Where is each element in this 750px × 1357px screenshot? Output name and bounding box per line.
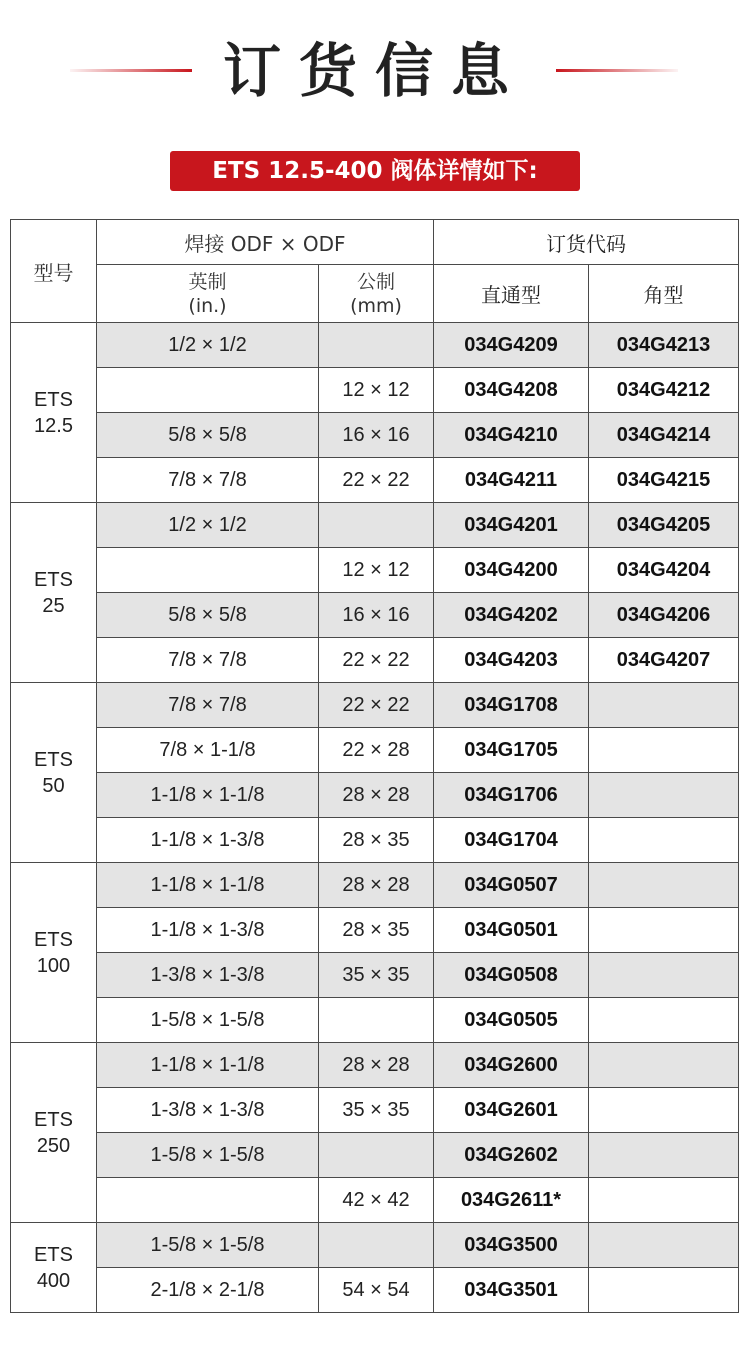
straight-code-cell: 034G4208 bbox=[434, 368, 589, 413]
angle-code-cell: 034G4205 bbox=[589, 503, 739, 548]
straight-code-cell: 034G4211 bbox=[434, 458, 589, 503]
straight-code-cell: 034G2600 bbox=[434, 1043, 589, 1088]
metric-size-cell: 12 × 12 bbox=[319, 368, 434, 413]
angle-code-cell bbox=[589, 1223, 739, 1268]
header-weld: 焊接 ODF × ODF bbox=[97, 220, 434, 265]
imperial-size-cell: 1-5/8 × 1-5/8 bbox=[97, 1223, 319, 1268]
straight-code-cell: 034G1706 bbox=[434, 773, 589, 818]
model-name-line1: ETS bbox=[34, 1243, 73, 1266]
table-row bbox=[11, 908, 739, 953]
table-row bbox=[11, 728, 739, 773]
model-cell bbox=[11, 323, 97, 503]
metric-size-cell: 22 × 28 bbox=[319, 728, 434, 773]
title-section bbox=[0, 28, 750, 118]
title-decor-line-right bbox=[556, 69, 678, 72]
table-row bbox=[11, 1088, 739, 1133]
angle-code-cell bbox=[589, 683, 739, 728]
straight-code-cell: 034G3500 bbox=[434, 1223, 589, 1268]
table-row bbox=[11, 683, 739, 728]
model-cell bbox=[11, 1223, 97, 1313]
straight-code-cell: 034G0505 bbox=[434, 998, 589, 1043]
imperial-size-cell: 1-1/8 × 1-1/8 bbox=[97, 1043, 319, 1088]
imperial-size-cell: 1-3/8 × 1-3/8 bbox=[97, 1088, 319, 1133]
table-row bbox=[11, 503, 739, 548]
model-name-line2: 100 bbox=[36, 954, 71, 977]
order-table bbox=[10, 219, 739, 1313]
table-row bbox=[11, 818, 739, 863]
angle-code-cell: 034G4206 bbox=[589, 593, 739, 638]
angle-code-cell: 034G4204 bbox=[589, 548, 739, 593]
metric-size-cell: 22 × 22 bbox=[319, 458, 434, 503]
angle-code-cell bbox=[589, 1088, 739, 1133]
metric-size-cell: 22 × 22 bbox=[319, 638, 434, 683]
header-metric-unit: (mm) bbox=[350, 294, 402, 317]
header-model: 型号 bbox=[11, 220, 97, 323]
metric-size-cell: 35 × 35 bbox=[319, 953, 434, 998]
straight-code-cell: 034G0508 bbox=[434, 953, 589, 998]
metric-size-cell: 28 × 28 bbox=[319, 773, 434, 818]
model-name-line2: 25 bbox=[42, 594, 65, 617]
page-title: 订货信息 bbox=[222, 37, 527, 105]
header-imperial-unit: (in.) bbox=[188, 294, 227, 317]
straight-code-cell: 034G0501 bbox=[434, 908, 589, 953]
straight-code-cell: 034G4210 bbox=[434, 413, 589, 458]
imperial-size-cell: 1-5/8 × 1-5/8 bbox=[97, 998, 319, 1043]
angle-code-cell bbox=[589, 863, 739, 908]
model-name-line1: ETS bbox=[34, 388, 73, 411]
header-imperial bbox=[97, 265, 319, 323]
straight-code-cell: 034G3501 bbox=[434, 1268, 589, 1313]
straight-code-cell: 034G4200 bbox=[434, 548, 589, 593]
angle-code-cell bbox=[589, 773, 739, 818]
imperial-size-cell bbox=[97, 1178, 319, 1223]
straight-code-cell: 034G4201 bbox=[434, 503, 589, 548]
imperial-size-cell: 1/2 × 1/2 bbox=[97, 503, 319, 548]
imperial-size-cell: 7/8 × 7/8 bbox=[97, 458, 319, 503]
metric-size-cell: 16 × 16 bbox=[319, 413, 434, 458]
straight-code-cell: 034G4203 bbox=[434, 638, 589, 683]
table-row bbox=[11, 1043, 739, 1088]
table-row bbox=[11, 368, 739, 413]
imperial-size-cell: 5/8 × 5/8 bbox=[97, 413, 319, 458]
straight-code-cell: 034G1708 bbox=[434, 683, 589, 728]
metric-size-cell: 28 × 35 bbox=[319, 908, 434, 953]
imperial-size-cell: 1-1/8 × 1-3/8 bbox=[97, 818, 319, 863]
table-row bbox=[11, 1178, 739, 1223]
table-row bbox=[11, 413, 739, 458]
metric-size-cell: 35 × 35 bbox=[319, 1088, 434, 1133]
imperial-size-cell: 1-1/8 × 1-1/8 bbox=[97, 773, 319, 818]
table-row bbox=[11, 548, 739, 593]
model-name-line2: 250 bbox=[36, 1134, 71, 1157]
angle-code-cell bbox=[589, 818, 739, 863]
table-row bbox=[11, 773, 739, 818]
angle-code-cell bbox=[589, 1043, 739, 1088]
angle-code-cell bbox=[589, 1133, 739, 1178]
imperial-size-cell bbox=[97, 368, 319, 413]
angle-code-cell: 034G4207 bbox=[589, 638, 739, 683]
metric-size-cell bbox=[319, 1223, 434, 1268]
imperial-size-cell: 5/8 × 5/8 bbox=[97, 593, 319, 638]
metric-size-cell: 16 × 16 bbox=[319, 593, 434, 638]
angle-code-cell bbox=[589, 998, 739, 1043]
angle-code-cell: 034G4213 bbox=[589, 323, 739, 368]
angle-code-cell: 034G4212 bbox=[589, 368, 739, 413]
table-row bbox=[11, 1133, 739, 1178]
table-row bbox=[11, 953, 739, 998]
metric-size-cell: 28 × 28 bbox=[319, 863, 434, 908]
imperial-size-cell: 7/8 × 1-1/8 bbox=[97, 728, 319, 773]
metric-size-cell bbox=[319, 1133, 434, 1178]
order-table-header bbox=[11, 220, 739, 323]
straight-code-cell: 034G0507 bbox=[434, 863, 589, 908]
metric-size-cell bbox=[319, 998, 434, 1043]
angle-code-cell bbox=[589, 953, 739, 998]
model-name-line1: ETS bbox=[34, 1108, 73, 1131]
imperial-size-cell: 1-3/8 × 1-3/8 bbox=[97, 953, 319, 998]
metric-size-cell: 54 × 54 bbox=[319, 1268, 434, 1313]
model-cell bbox=[11, 683, 97, 863]
table-row bbox=[11, 1223, 739, 1268]
metric-size-cell: 12 × 12 bbox=[319, 548, 434, 593]
table-row bbox=[11, 593, 739, 638]
model-cell bbox=[11, 503, 97, 683]
model-name-line2: 50 bbox=[42, 774, 65, 797]
imperial-size-cell: 2-1/8 × 2-1/8 bbox=[97, 1268, 319, 1313]
straight-code-cell: 034G1705 bbox=[434, 728, 589, 773]
angle-code-cell bbox=[589, 728, 739, 773]
straight-code-cell: 034G2611* bbox=[434, 1178, 589, 1223]
order-table-body bbox=[11, 323, 739, 1313]
imperial-size-cell: 7/8 × 7/8 bbox=[97, 638, 319, 683]
table-row bbox=[11, 323, 739, 368]
angle-code-cell bbox=[589, 1178, 739, 1223]
header-imperial-label: 英制 bbox=[188, 270, 227, 293]
imperial-size-cell: 1-1/8 × 1-3/8 bbox=[97, 908, 319, 953]
straight-code-cell: 034G4202 bbox=[434, 593, 589, 638]
angle-code-cell bbox=[589, 1268, 739, 1313]
table-row bbox=[11, 638, 739, 683]
imperial-size-cell bbox=[97, 548, 319, 593]
metric-size-cell: 28 × 35 bbox=[319, 818, 434, 863]
metric-size-cell: 28 × 28 bbox=[319, 1043, 434, 1088]
model-name-line2: 400 bbox=[36, 1269, 71, 1292]
angle-code-cell: 034G4214 bbox=[589, 413, 739, 458]
angle-code-cell bbox=[589, 908, 739, 953]
table-row bbox=[11, 863, 739, 908]
straight-code-cell: 034G1704 bbox=[434, 818, 589, 863]
model-name-line1: ETS bbox=[34, 928, 73, 951]
metric-size-cell bbox=[319, 323, 434, 368]
angle-code-cell: 034G4215 bbox=[589, 458, 739, 503]
model-cell bbox=[11, 863, 97, 1043]
model-name-line1: ETS bbox=[34, 748, 73, 771]
table-row bbox=[11, 1268, 739, 1313]
header-metric-label: 公制 bbox=[356, 270, 395, 293]
straight-code-cell: 034G4209 bbox=[434, 323, 589, 368]
header-metric bbox=[319, 265, 434, 323]
header-straight: 直通型 bbox=[434, 265, 589, 323]
straight-code-cell: 034G2601 bbox=[434, 1088, 589, 1133]
model-name-line2: 12.5 bbox=[34, 414, 73, 437]
metric-size-cell: 42 × 42 bbox=[319, 1178, 434, 1223]
header-order-code: 订货代码 bbox=[434, 220, 739, 265]
table-row bbox=[11, 998, 739, 1043]
header-angle: 角型 bbox=[589, 265, 739, 323]
model-name-line1: ETS bbox=[34, 568, 73, 591]
subtitle-banner: ETS 12.5-400 阀体详情如下: bbox=[170, 151, 580, 191]
imperial-size-cell: 1-5/8 × 1-5/8 bbox=[97, 1133, 319, 1178]
table-row bbox=[11, 458, 739, 503]
straight-code-cell: 034G2602 bbox=[434, 1133, 589, 1178]
imperial-size-cell: 7/8 × 7/8 bbox=[97, 683, 319, 728]
metric-size-cell: 22 × 22 bbox=[319, 683, 434, 728]
metric-size-cell bbox=[319, 503, 434, 548]
model-cell bbox=[11, 1043, 97, 1223]
imperial-size-cell: 1-1/8 × 1-1/8 bbox=[97, 863, 319, 908]
imperial-size-cell: 1/2 × 1/2 bbox=[97, 323, 319, 368]
